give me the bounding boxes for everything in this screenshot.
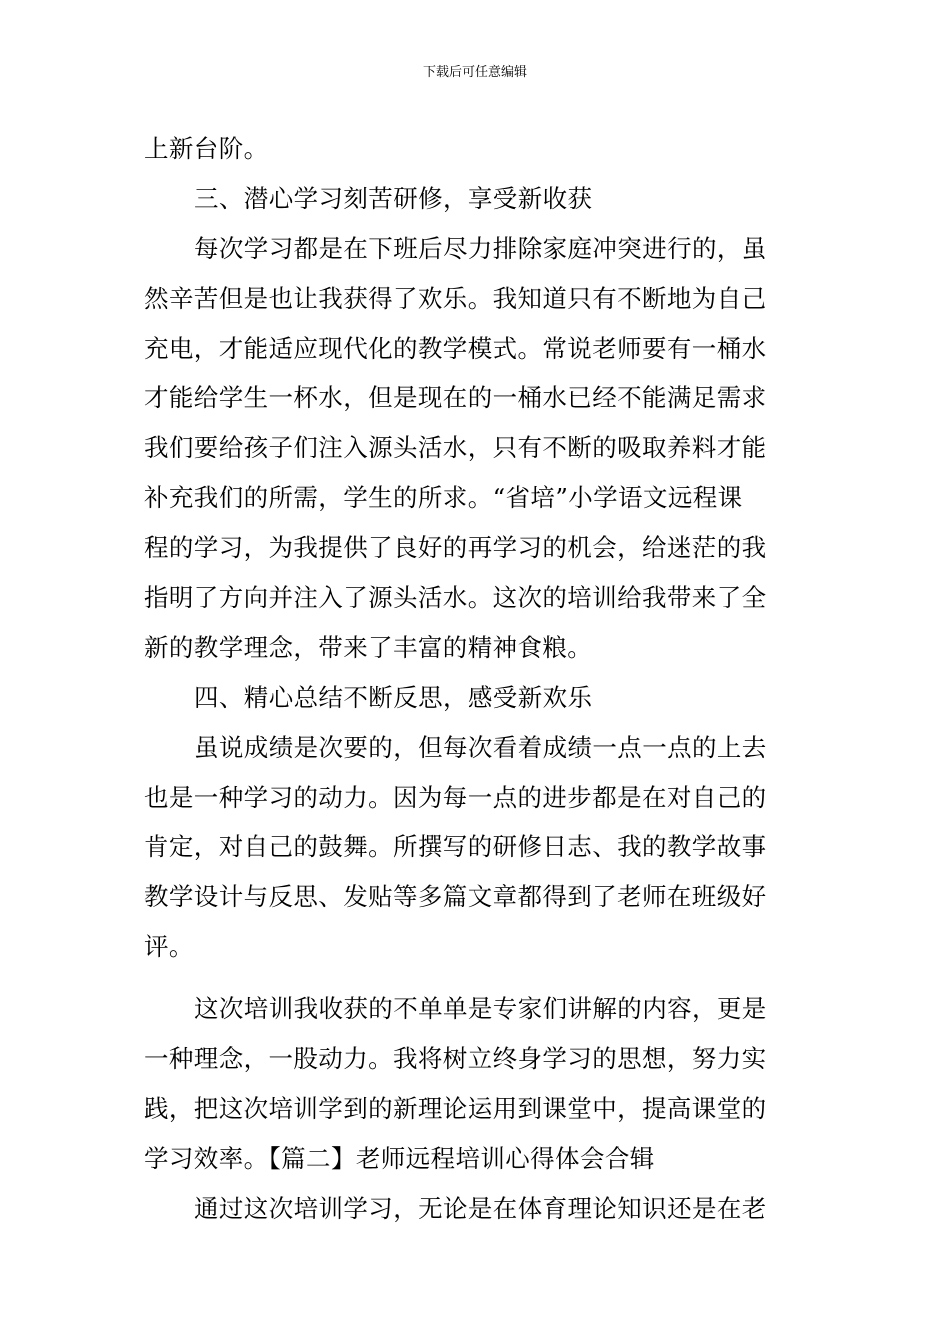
text-line: 指明了方向并注入了源头活水。这次的培训给我带来了全 <box>144 583 767 613</box>
text-line: 然辛苦但是也让我获得了欢乐。我知道只有不断地为自己 <box>144 283 767 313</box>
text-line: 每次学习都是在下班后尽力排除家庭冲突进行的，虽 <box>194 233 767 263</box>
text-line: 这次培训我收获的不单单是专家们讲解的内容，更是 <box>194 994 767 1024</box>
document-body <box>144 124 808 1234</box>
paragraph-gap <box>144 972 808 984</box>
text-line: 一种理念，一股动力。我将树立终身学习的思想，努力实 <box>144 1044 767 1074</box>
text-line: 才能给学生一杯水，但是现在的一桶水已经不能满足需求 <box>144 383 767 413</box>
text-line: 上新台阶。 <box>144 134 269 163</box>
text-line: 践，把这次培训学到的新理论运用到课堂中，提高课堂的 <box>144 1093 767 1123</box>
text-line: 虽说成绩是次要的，但每次看着成绩一点一点的上去 <box>194 732 767 762</box>
text-line: 新的教学理念，带来了丰富的精神食粮。 <box>144 632 593 662</box>
text-line: 程的学习，为我提供了良好的再学习的机会，给迷茫的我 <box>144 533 767 563</box>
text-line: 充电，才能适应现代化的教学模式。常说老师要有一桶水 <box>144 333 767 363</box>
section-heading: 三、潜心学习刻苦研修，享受新收获 <box>194 183 593 213</box>
text-line: 也是一种学习的动力。因为每一点的进步都是在对自己的 <box>144 782 767 812</box>
text-line: 学习效率。【篇二】老师远程培训心得体会合辑 <box>144 1143 655 1173</box>
text-line: 我们要给孩子们注入源头活水，只有不断的吸取养料才能 <box>144 433 767 463</box>
page-header: 下载后可任意编辑 <box>422 65 527 80</box>
section-heading: 四、精心总结不断反思，感受新欢乐 <box>194 682 593 712</box>
text-line: 评。 <box>144 932 194 962</box>
text-line: 通过这次培训学习，无论是在体育理论知识还是在老 <box>194 1193 767 1223</box>
text-line: 补充我们的所需，学生的所求。“省培”小学语文远程课 <box>144 483 743 513</box>
text-line: 肯定，对自己的鼓舞。所撰写的研修日志、我的教学故事 <box>144 832 767 862</box>
text-line: 教学设计与反思、发贴等多篇文章都得到了老师在班级好 <box>144 882 767 912</box>
